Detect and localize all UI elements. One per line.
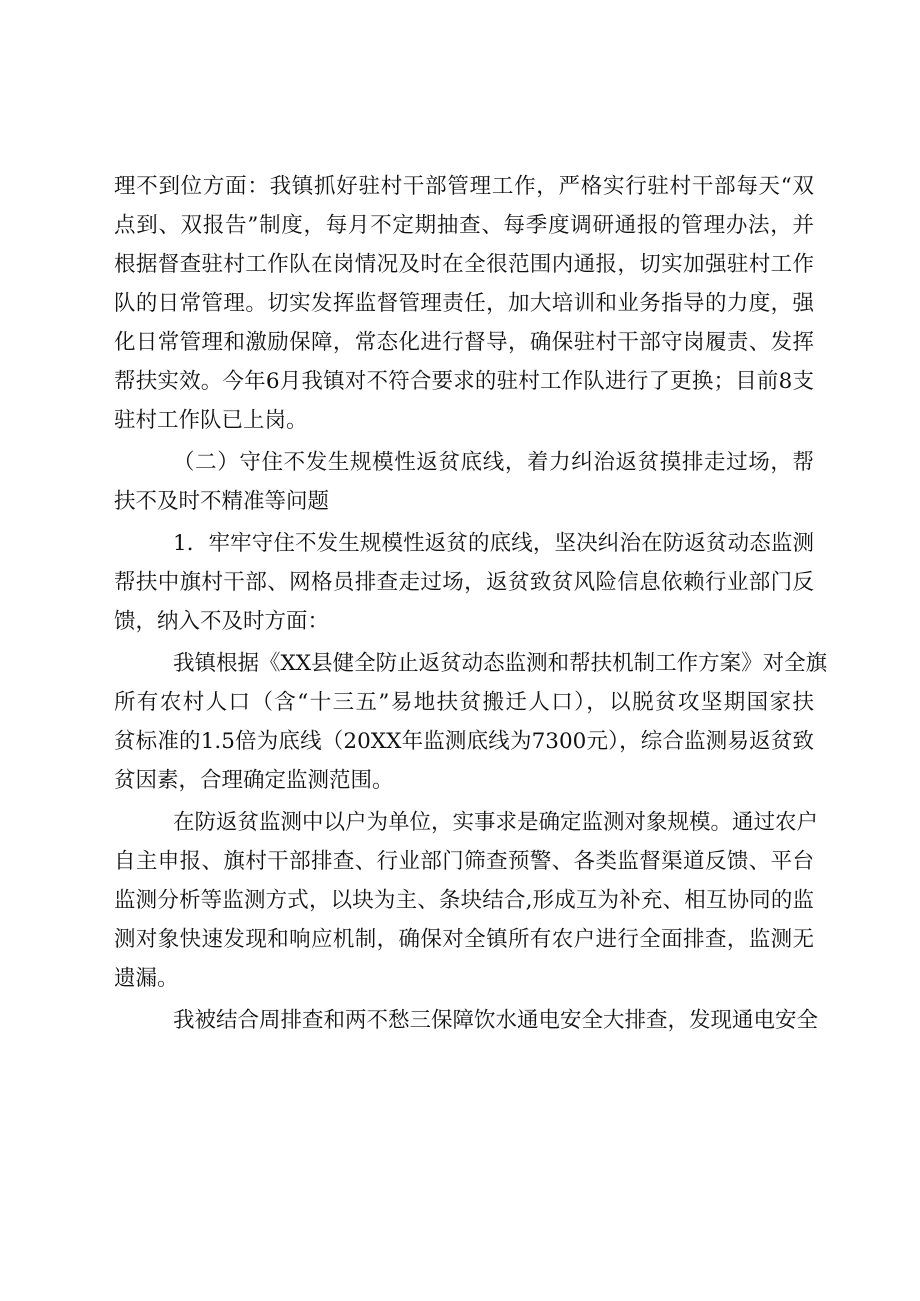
text-line: 我镇根据《XX县健全防止返贫动态监测和帮扶机制工作方案》对全旗	[173, 651, 828, 676]
text-line: 贫因素，合理确定监测范围。	[114, 768, 394, 793]
text-line: 帮扶实效。今年6月我镇对不符合要求的驻村工作队进行了更换；目前8支	[114, 369, 814, 394]
text-line: 驻村工作队已上岗。	[114, 408, 308, 433]
paragraph-safety-inspection	[114, 1001, 819, 1040]
heading-line: （二）守住不发生规模性返贫底线，着力纠治返贫摸排走过场，帮	[173, 450, 814, 475]
subheading-1	[114, 524, 814, 641]
text-line: 贫标准的1.5倍为底线（20XX年监测底线为7300元），综合监测易返贫致	[114, 729, 814, 754]
heading-line: 馈，纳入不及时方面：	[114, 609, 330, 634]
document-body	[114, 167, 828, 1040]
text-line: 化日常管理和激励保障，常态化进行督导，确保驻村干部守岗履责、发挥	[114, 330, 814, 355]
heading-line: 扶不及时不精准等问题	[114, 489, 330, 514]
heading-line: 1．牢牢守住不发生规模性返贫的底线，坚决纠治在防返贫动态监测	[173, 531, 814, 556]
text-line: 所有农村人口（含“十三五”易地扶贫搬迁人口），以脱贫攻坚期国家扶	[114, 690, 814, 715]
text-line: 队的日常管理。切实发挥监督管理责任，加大培训和业务指导的力度，强	[114, 291, 814, 316]
paragraph-household-monitoring	[114, 803, 819, 998]
text-line: 遗漏。	[114, 966, 179, 991]
paragraph-monitoring-plan	[114, 644, 828, 800]
paragraph-cadre-management	[114, 167, 814, 440]
text-line: 监测分析等监测方式，以块为主、条块结合,形成互为补充、相互协同的监	[114, 888, 814, 913]
heading-line: 帮扶中旗村干部、网格员排查走过场，返贫致贫风险信息依赖行业部门反	[114, 570, 814, 595]
text-line: 我被结合周排查和两不愁三保障饮水通电安全大排查，发现通电安全	[173, 1008, 819, 1033]
text-line: 测对象快速发现和响应机制，确保对全镇所有农户进行全面排查，监测无	[114, 927, 814, 952]
text-line: 根据督查驻村工作队在岗情况及时在全很范围内通报，切实加强驻村工作	[114, 252, 814, 277]
section-heading-2	[114, 443, 814, 521]
text-line: 点到、双报告”制度，每月不定期抽查、每季度调研通报的管理办法，并	[114, 213, 814, 238]
text-line: 理不到位方面：我镇抓好驻村干部管理工作，严格实行驻村干部每天“双	[114, 174, 814, 199]
text-line: 在防返贫监测中以户为单位，实事求是确定监测对象规模。通过农户	[173, 810, 819, 835]
text-line: 自主申报、旗村干部排查、行业部门筛查预警、各类监督渠道反馈、平台	[114, 849, 814, 874]
